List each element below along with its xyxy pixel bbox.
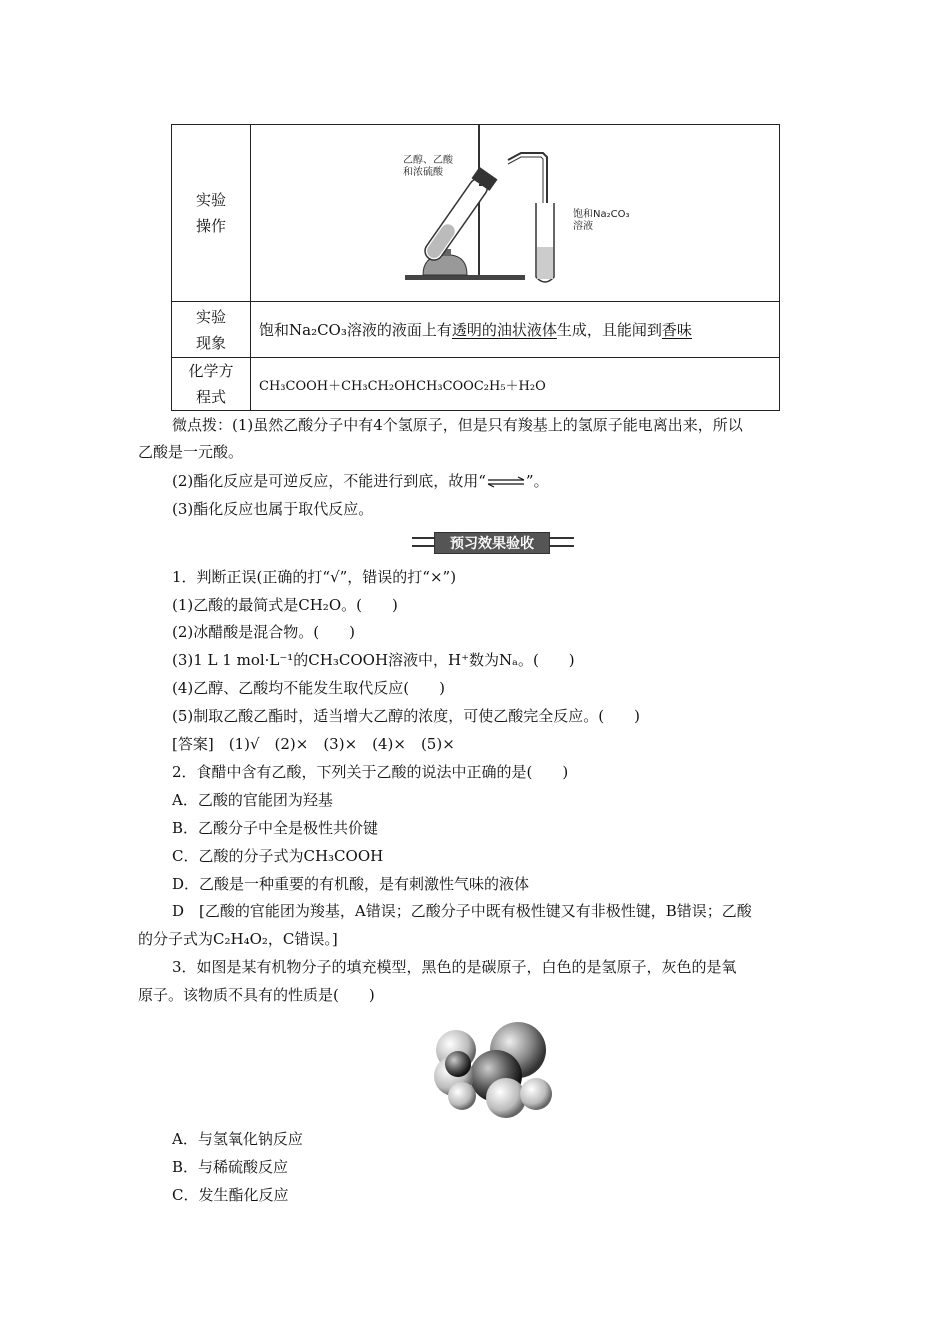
row-label-operation [172,125,251,302]
label-line: 化学方 [188,362,234,380]
label-reactants-2: 和浓硫酸 [403,167,443,178]
q3-option-c: C．发生酯化反应 [172,1186,289,1204]
note-3: (3)酯化反应也属于取代反应。 [172,500,374,518]
label-solution: 饱和Na₂CO₃ [573,209,630,220]
label-line: 现象 [195,333,226,352]
reversible-arrow-icon [486,476,526,488]
note-1b: 乙酸是一元酸。 [138,443,244,461]
note-1a: 微点拨：(1)虽然乙酸分子中有4个氢原子，但是只有羧基上的氢原子能电离出来，所以 [172,416,743,434]
q1-item: (1)乙酸的最简式是CH₂O。( ) [172,596,398,614]
q2-option-b: B．乙酸分子中全是极性共价键 [172,819,379,837]
q2-option-a: A．乙酸的官能团为羟基 [172,791,333,809]
q1-answer: [答案] (1)√ (2)× (3)× (4)× (5)× [172,735,455,753]
equation-text: CH₃COOH＋CH₃CH₂OHCH₃COOC₂H₅＋H₂O [251,358,780,411]
stand-base [405,275,525,280]
q2-stem: 2．食醋中含有乙酸，下列关于乙酸的说法中正确的是( ) [172,763,569,781]
phenomenon-underline: 香味 [661,321,692,339]
phenomenon-text [251,302,780,358]
q1-item: (2)冰醋酸是混合物。( ) [172,623,355,641]
label-line: 实验 [195,307,226,326]
apparatus-cell [251,125,780,302]
banner-title: 预习效果验收 [450,536,534,552]
label-line: 操作 [195,217,226,235]
q2-explanation-2: 的分子式为C₂H₄O₂，C错误。] [138,930,338,948]
label-reactants: 乙醇、乙酸 [403,155,453,166]
q2-explanation-1: D [乙酸的官能团为羧基，A错误；乙酸分子中既有极性键又有非极性键，B错误；乙酸 [172,902,752,920]
q3-stem-2: 原子。该物质不具有的性质是( ) [138,986,375,1004]
experiment-table [171,124,780,411]
note-2-text: (2)酯化反应是可逆反应，不能进行到底，故用“ [172,472,486,490]
q1-item: (5)制取乙酸乙酯时，适当增大乙醇的浓度，可使乙酸完全反应。( ) [172,707,640,725]
q1-item: (3)1 L 1 mol·L⁻¹的CH₃COOH溶液中，H⁺数为Nₐ。( ) [172,651,575,669]
label-line: 实验 [195,191,226,209]
q2-option-c: C．乙酸的分子式为CH₃COOH [172,847,384,865]
section-banner [412,532,574,554]
q1-stem: 1．判断正误(正确的打“√”，错误的打“×”) [172,568,457,586]
q1-item: (4)乙醇、乙酸均不能发生取代反应( ) [172,679,445,697]
row-label-phenomenon [172,302,251,358]
phenomenon-part: 生成，且能闻到 [556,321,662,339]
row-label-equation [172,358,251,411]
q3-stem-1: 3．如图是某有机物分子的填充模型，黑色的是碳原子，白色的是氢原子，灰色的是氧 [172,958,737,976]
space-filling-model-figure [428,1018,554,1118]
label-line: 程式 [195,388,226,406]
label-solution-2: 溶液 [573,221,593,232]
q3-option-a: A．与氢氧化钠反应 [172,1130,303,1148]
q3-option-b: B．与稀硫酸反应 [172,1158,289,1176]
phenomenon-part: 饱和Na₂CO₃溶液的液面上有 [259,321,452,339]
note-2 [172,470,549,491]
phenomenon-underline: 透明的油状液体 [451,321,557,339]
q2-option-d: D．乙酸是一种重要的有机酸，是有刺激性气味的液体 [172,875,530,893]
note-2-text: ”。 [525,472,549,490]
esterification-apparatus-figure [251,125,779,301]
